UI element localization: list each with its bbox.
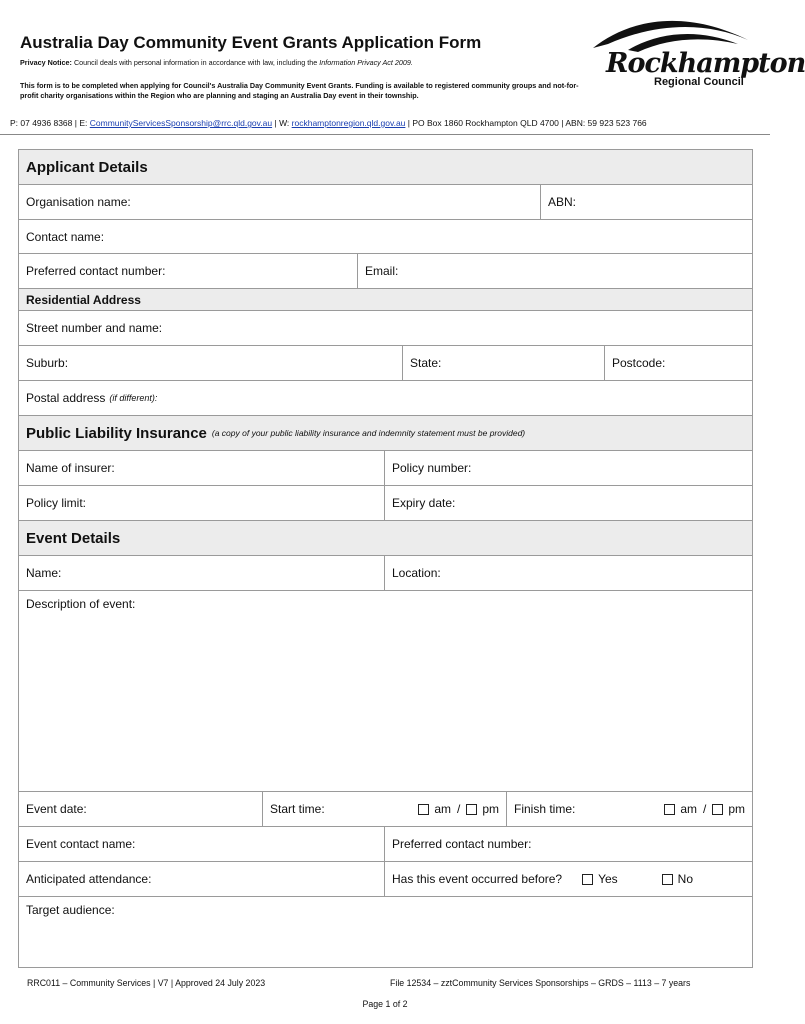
postal-address-field[interactable]	[19, 381, 752, 415]
sep: |	[274, 118, 277, 128]
residential-heading: Residential Address	[19, 289, 752, 310]
insurance-note: (a copy of your public liability insurance and indemnity statement must be provided)	[211, 428, 526, 438]
intro-text: This form is to be completed when applying for Council's Australia Day Community Event Grants. Funding is available to registered community groups and not-for-profit charity organisations within the Region who are planning and staging an Australia Day event in their township.	[20, 81, 579, 100]
event-heading: Event Details	[19, 521, 752, 555]
org-name-field[interactable]	[19, 185, 541, 219]
insurer-field[interactable]	[19, 451, 385, 485]
start-pm-checkbox[interactable]	[466, 804, 477, 815]
policy-limit-field[interactable]	[19, 486, 385, 520]
start-time-label: Start time:	[270, 802, 325, 816]
start-pm-label: pm	[482, 802, 499, 816]
finish-am-label: am	[680, 802, 697, 816]
application-form	[18, 149, 753, 968]
logo-name: Rockhampton	[606, 48, 805, 79]
applicant-heading: Applicant Details	[19, 150, 752, 184]
slash: /	[456, 802, 461, 816]
street-field[interactable]	[19, 311, 752, 345]
postcode-field[interactable]	[605, 346, 752, 380]
event-name-label: Name:	[26, 566, 62, 580]
preferred-number-label: Preferred contact number:	[26, 264, 166, 278]
event-preferred-number-label: Preferred contact number:	[392, 837, 532, 851]
contact-email-link[interactable]: CommunityServicesSponsorship@rrc.qld.gov.au	[89, 118, 273, 128]
insurance-heading-text: Public Liability Insurance	[26, 424, 207, 442]
insurer-label: Name of insurer:	[26, 461, 115, 475]
email-label: Email:	[365, 264, 399, 278]
state-field[interactable]	[403, 346, 605, 380]
occurred-before-field	[385, 862, 752, 896]
privacy-label: Privacy Notice:	[20, 58, 72, 67]
street-label: Street number and name:	[26, 321, 163, 335]
finish-pm-checkbox[interactable]	[712, 804, 723, 815]
policy-number-label: Policy number:	[392, 461, 472, 475]
abn-field[interactable]	[541, 185, 752, 219]
contact-line	[10, 118, 647, 128]
start-ampm	[418, 802, 499, 816]
start-time-field[interactable]	[263, 792, 507, 826]
finish-am-checkbox[interactable]	[664, 804, 675, 815]
finish-ampm	[664, 802, 745, 816]
occurred-before-label: Has this event occurred before?	[392, 872, 563, 886]
abn-label: ABN:	[548, 195, 577, 209]
policy-limit-label: Policy limit:	[26, 496, 87, 510]
yes-checkbox[interactable]	[582, 874, 593, 885]
footer-left: RRC011 – Community Services | V7 | Approved 24 July 2023	[27, 978, 266, 988]
start-am-label: am	[434, 802, 451, 816]
slash: /	[702, 802, 707, 816]
event-name-field[interactable]	[19, 556, 385, 590]
sep: |	[74, 118, 77, 128]
postal-address-note: (if different):	[109, 393, 158, 403]
contact-phone: P: 07 4936 8368	[10, 118, 73, 128]
logo-sub: Regional Council	[654, 76, 744, 88]
occurred-no-option[interactable]	[662, 872, 693, 886]
postcode-label: Postcode:	[612, 356, 666, 370]
target-audience-field[interactable]	[19, 897, 752, 967]
suburb-field[interactable]	[19, 346, 403, 380]
postal-address-label: Postal address	[26, 391, 106, 405]
location-label: Location:	[392, 566, 441, 580]
footer-right: File 12534 – zztCommunity Services Sponsorships – GRDS – 1113 – 7 years	[390, 978, 691, 988]
target-audience-label: Target audience:	[26, 903, 115, 917]
attendance-label: Anticipated attendance:	[26, 872, 152, 886]
privacy-notice	[20, 58, 413, 67]
preferred-number-field[interactable]	[19, 254, 358, 288]
email-label: E:	[79, 118, 88, 128]
occurred-yes-option[interactable]	[582, 872, 618, 886]
expiry-date-label: Expiry date:	[392, 496, 456, 510]
contact-post: PO Box 1860 Rockhampton QLD 4700	[412, 118, 559, 128]
council-logo	[588, 10, 805, 90]
insurance-heading	[19, 416, 752, 450]
sep: |	[561, 118, 564, 128]
contact-web-link[interactable]: rockhamptonregion.qld.gov.au	[291, 118, 406, 128]
org-name-label: Organisation name:	[26, 195, 131, 209]
state-label: State:	[410, 356, 442, 370]
privacy-act: Information Privacy Act 2009.	[319, 58, 413, 67]
page-title: Australia Day Community Event Grants Application Form	[20, 33, 482, 52]
start-am-checkbox[interactable]	[418, 804, 429, 815]
no-checkbox[interactable]	[662, 874, 673, 885]
contact-abn: ABN: 59 923 523 766	[565, 118, 647, 128]
description-label: Description of event:	[26, 597, 136, 611]
event-preferred-number-field[interactable]	[385, 827, 752, 861]
finish-time-field[interactable]	[507, 792, 752, 826]
privacy-text: Council deals with personal information in accordance with law, including the	[73, 58, 318, 67]
finish-time-label: Finish time:	[514, 802, 576, 816]
web-label: W:	[279, 118, 290, 128]
header-divider	[0, 134, 770, 135]
policy-number-field[interactable]	[385, 451, 752, 485]
event-contact-field[interactable]	[19, 827, 385, 861]
finish-pm-label: pm	[728, 802, 745, 816]
location-field[interactable]	[385, 556, 752, 590]
event-date-label: Event date:	[26, 802, 87, 816]
yes-label: Yes	[598, 872, 618, 886]
contact-name-field[interactable]	[19, 220, 752, 253]
event-date-field[interactable]	[19, 792, 263, 826]
event-contact-label: Event contact name:	[26, 837, 136, 851]
page-number: Page 1 of 2	[362, 999, 408, 1009]
contact-name-label: Contact name:	[26, 229, 105, 244]
no-label: No	[677, 872, 694, 886]
attendance-field[interactable]	[19, 862, 385, 896]
description-field[interactable]	[19, 591, 752, 791]
suburb-label: Suburb:	[26, 356, 69, 370]
expiry-date-field[interactable]	[385, 486, 752, 520]
email-field[interactable]	[358, 254, 752, 288]
sep: |	[407, 118, 410, 128]
